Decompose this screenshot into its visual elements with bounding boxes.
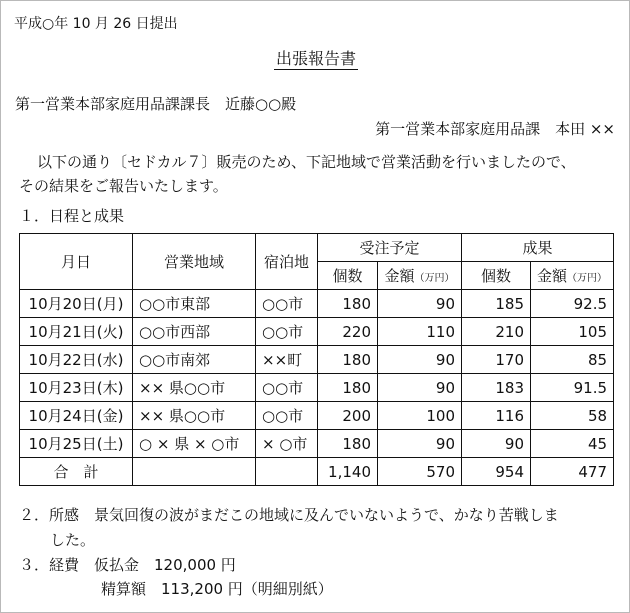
total-result-amount: 477 [531,458,614,486]
header-plan-count: 個数 [318,262,378,290]
schedule-results-table [19,233,614,486]
cell-plan-count: 180 [318,374,378,402]
cell-area: ×× 県○○市 [133,374,256,402]
total-row [20,458,614,486]
document-title-wrap [1,46,630,69]
sender: 第一営業本部家庭用品課 本田 ×× [375,120,615,138]
header-planned: 受注予定 [318,234,462,262]
header-result-amount-label: 金額 [537,267,568,285]
cell-lodging: ○○市 [256,318,318,346]
cell-lodging: ○○市 [256,374,318,402]
cell-result-amount: 91.5 [531,374,614,402]
cell-plan-amount: 90 [378,290,462,318]
cell-result-amount: 92.5 [531,290,614,318]
cell-plan-count: 200 [318,402,378,430]
intro-line-2: その結果をご報告いたします。 [19,177,228,195]
document-title: 出張報告書 [275,49,356,68]
table-row [20,346,614,374]
table-row [20,318,614,346]
cell-date: 10月21日(火) [20,318,133,346]
cell-result-count: 185 [462,290,531,318]
total-result-count: 954 [462,458,531,486]
header-lodging: 宿泊地 [256,234,318,290]
cell-area: ×× 県○○市 [133,402,256,430]
cell-result-count: 183 [462,374,531,402]
cell-lodging: ○○市 [256,402,318,430]
cell-lodging: ××町 [256,346,318,374]
cell-result-count: 170 [462,346,531,374]
cell-plan-amount: 110 [378,318,462,346]
cell-plan-count: 180 [318,430,378,458]
cell-result-count: 210 [462,318,531,346]
cell-date: 10月20日(月) [20,290,133,318]
table-row [20,402,614,430]
cell-date: 10月22日(水) [20,346,133,374]
header-result-count: 個数 [462,262,531,290]
cell-date: 10月23日(木) [20,374,133,402]
total-plan-amount: 570 [378,458,462,486]
cell-plan-count: 180 [318,346,378,374]
cell-plan-count: 220 [318,318,378,346]
header-date: 月日 [20,234,133,290]
cell-result-amount: 85 [531,346,614,374]
total-plan-count: 1,140 [318,458,378,486]
cell-plan-count: 180 [318,290,378,318]
total-empty-area [133,458,256,486]
submission-date: 平成○年 10 月 26 日提出 [14,16,178,32]
cell-area: ○○市東部 [133,290,256,318]
header-result-amount [531,262,614,290]
table-row [20,290,614,318]
header-result-amount-unit: （万円） [567,273,608,284]
cell-result-amount: 45 [531,430,614,458]
header-results: 成果 [462,234,614,262]
cell-lodging: × ○市 [256,430,318,458]
intro-line-1: 以下の通り〔セドカル７〕販売のため、下記地域で営業活動を行いましたので、 [37,153,576,171]
cell-area: ○ × 県 × ○市 [133,430,256,458]
cell-plan-amount: 100 [378,402,462,430]
recipient: 第一営業本部家庭用品課課長 近藤○○殿 [15,95,297,113]
header-row-1 [20,234,614,262]
impressions-line-1: ２．所感 景気回復の波がまだこの地域に及んでいないようで、かなり苦戦しま [19,506,559,524]
cell-plan-amount: 90 [378,346,462,374]
table-row [20,374,614,402]
cell-result-amount: 105 [531,318,614,346]
expenses-line-1: ３．経費 仮払金 120,000 円 [19,556,236,574]
cell-result-amount: 58 [531,402,614,430]
cell-result-count: 90 [462,430,531,458]
header-area: 営業地域 [133,234,256,290]
expenses-line-2: 精算額 113,200 円（明細別紙） [101,580,333,598]
header-plan-amount-unit: （万円） [414,273,455,284]
total-empty-lodging [256,458,318,486]
total-label: 合 計 [20,458,133,486]
cell-area: ○○市西部 [133,318,256,346]
cell-plan-amount: 90 [378,430,462,458]
impressions-line-2: した。 [50,531,96,549]
cell-area: ○○市南郊 [133,346,256,374]
cell-plan-amount: 90 [378,374,462,402]
header-plan-amount-label: 金額 [384,267,415,285]
section-1-heading: １．日程と成果 [19,207,125,225]
table-row [20,430,614,458]
cell-date: 10月25日(土) [20,430,133,458]
header-plan-amount [378,262,462,290]
cell-result-count: 116 [462,402,531,430]
cell-lodging: ○○市 [256,290,318,318]
cell-date: 10月24日(金) [20,402,133,430]
